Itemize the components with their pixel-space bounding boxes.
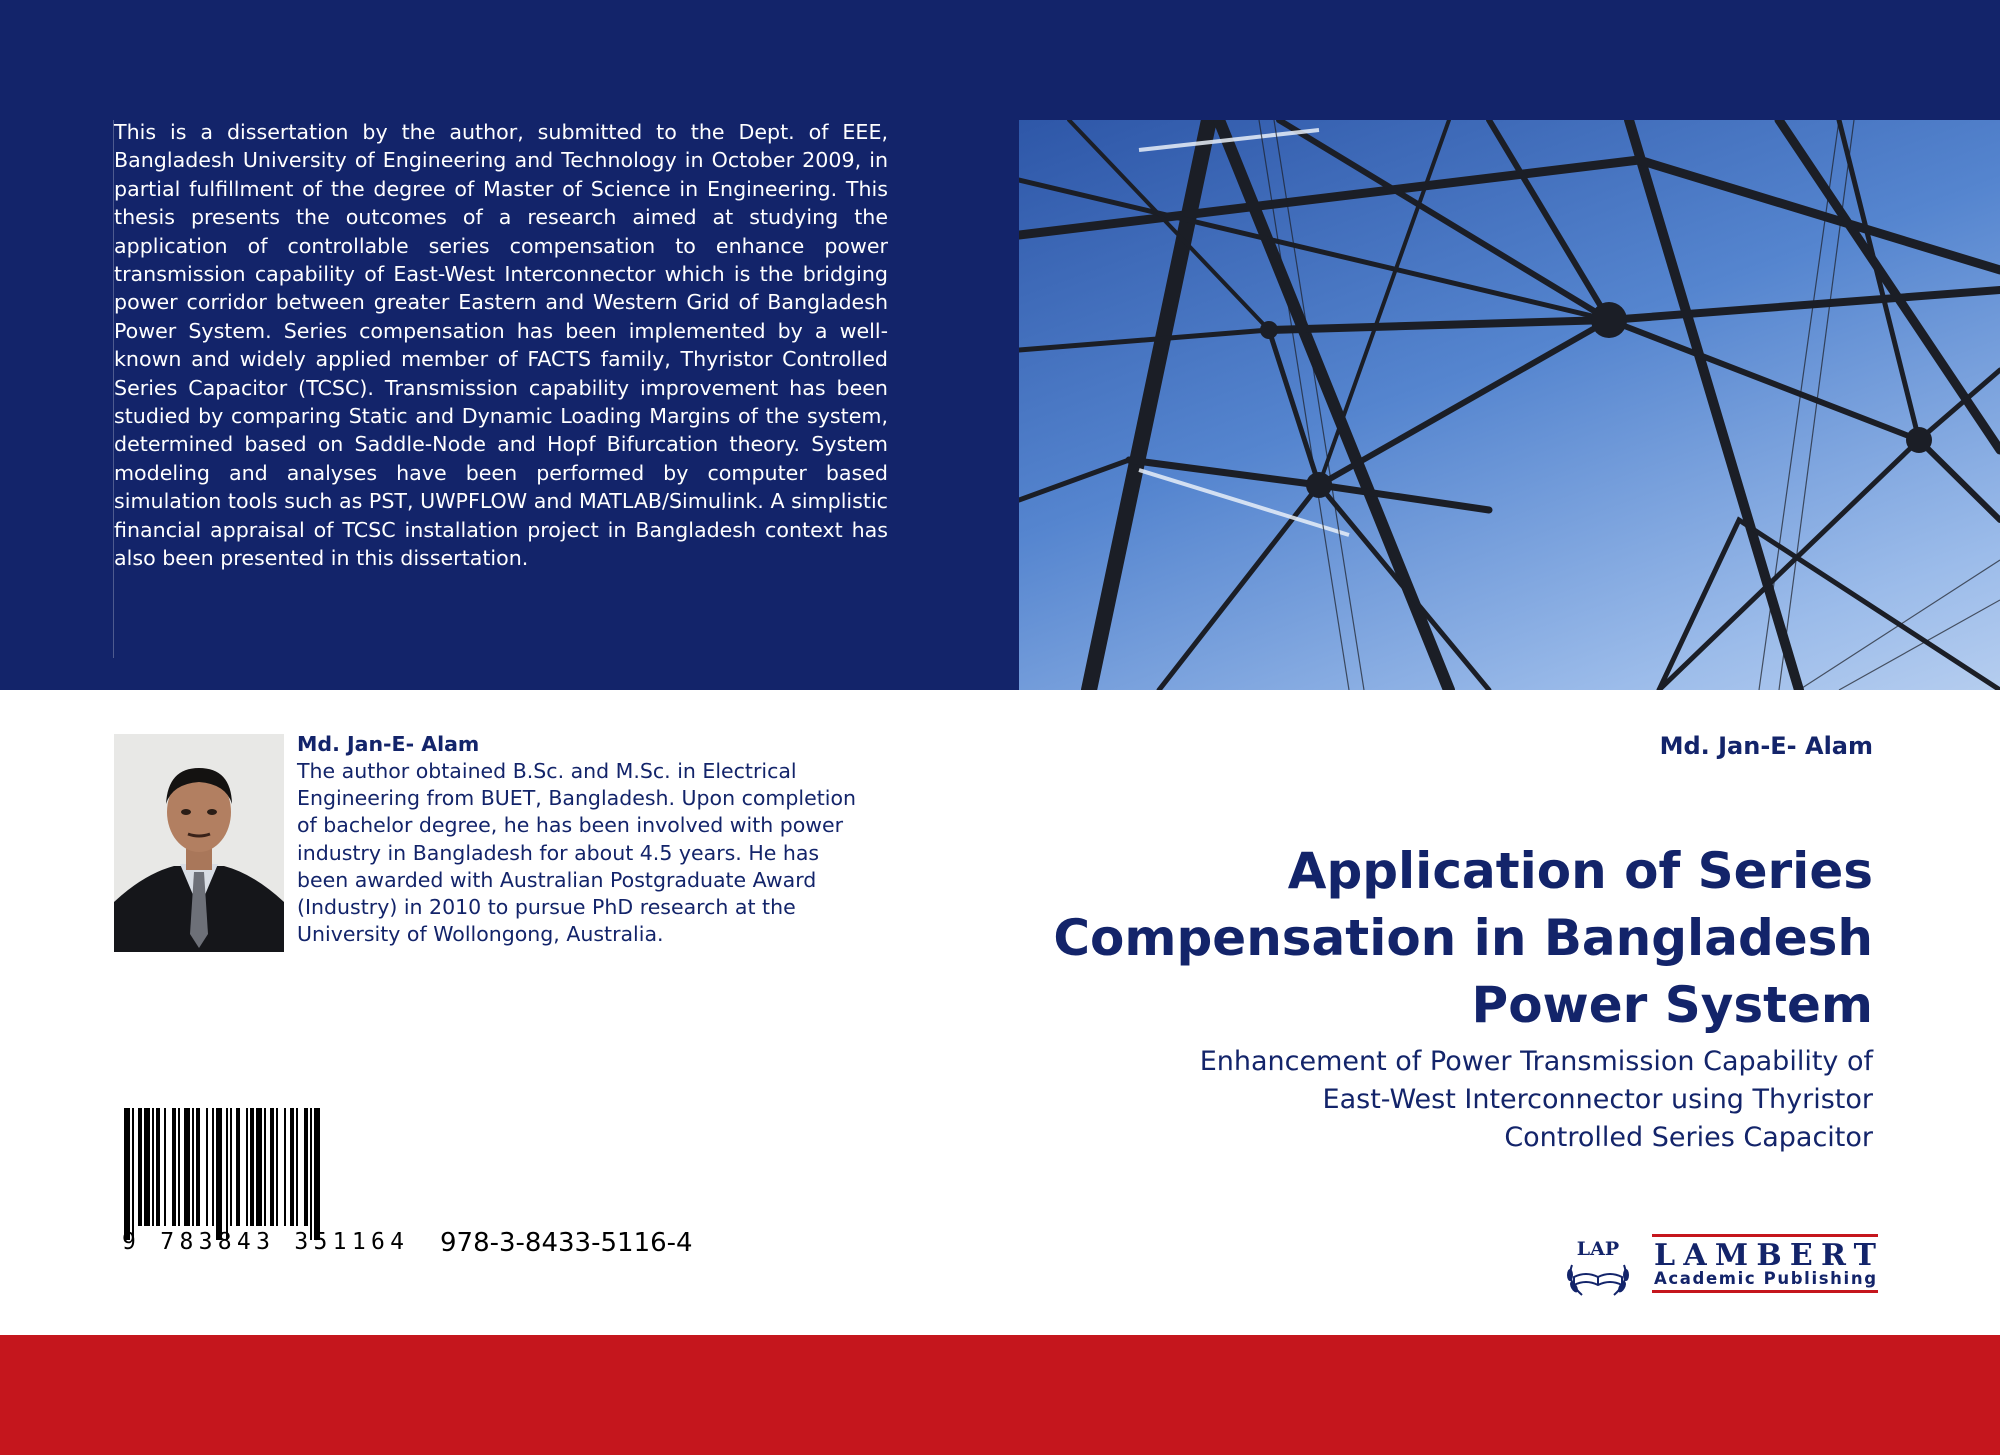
isbn-barcode (122, 1106, 412, 1286)
subtitle-line: East-West Interconnector using Thyristor (1322, 1084, 1873, 1115)
barcode-bar (270, 1108, 274, 1226)
open-book-laurel-icon (1560, 1225, 1880, 1300)
barcode-bar (156, 1108, 160, 1226)
barcode-bar (172, 1108, 176, 1226)
barcode-bar (212, 1108, 214, 1226)
barcode-bar (184, 1108, 190, 1226)
barcode-bar (310, 1108, 312, 1240)
barcode-bar (284, 1108, 286, 1226)
barcode-bar (250, 1108, 254, 1226)
publisher-name: LAMBERT (1654, 1238, 1876, 1273)
author-portrait (114, 734, 284, 952)
isbn-number: 978-3-8433-5116-4 (440, 1228, 693, 1258)
front-cover-subtitle (973, 1043, 1873, 1157)
publisher-mark: LAP (1576, 1238, 1620, 1260)
cover-photo-transmission-tower (1019, 120, 2000, 690)
author-bio-text: The author obtained B.Sc. and M.Sc. in Electrical Engineering from BUET, Bangladesh. Upon completion of bachelor degree, he has been involved with power industry in Bangladesh for about 4.5 years. He has been awarded with Australian Postgraduate Award (Industry) in 2010 to pursue PhD research at the University of Wollongong, Australia. (297, 759, 856, 947)
publisher-tagline: Academic Publishing (1654, 1269, 1876, 1288)
barcode-bar (304, 1108, 308, 1226)
title-line: Compensation in Bangladesh (1053, 909, 1873, 967)
barcode-graphic (122, 1106, 412, 1286)
barcode-bar (246, 1108, 248, 1226)
barcode-bar (138, 1108, 142, 1226)
author-bio-block (297, 730, 857, 948)
barcode-bar (296, 1108, 298, 1226)
barcode-bar (264, 1108, 266, 1226)
bottom-red-band (0, 1335, 2000, 1455)
author-bio-name: Md. Jan-E- Alam (297, 732, 480, 756)
barcode-bar (206, 1108, 208, 1226)
barcode-bar (152, 1108, 154, 1226)
front-cover-title (973, 838, 1873, 1039)
title-line: Power System (1471, 976, 1873, 1034)
barcode-bar (226, 1108, 228, 1240)
barcode-bar (144, 1108, 150, 1226)
barcode-bar (164, 1108, 166, 1226)
barcode-digits: 9 783843 351164 (122, 1229, 404, 1255)
barcode-bar (236, 1108, 240, 1226)
author-portrait-graphic (114, 734, 284, 952)
tower-lattice-graphic (1019, 120, 2000, 690)
barcode-bar (256, 1108, 262, 1226)
barcode-bar (276, 1108, 278, 1226)
back-cover-blurb: This is a dissertation by the author, submitted to the Dept. of EEE, Bangladesh University of Engineering and Technology in October 2009, in partial fulfillment of the degree of Master of Science in Engineering. This thesis presents the outcomes of a research aimed at studying the application of controllable series compensation to enhance power transmission capability of East-West Interconnector which is the bridging power corridor between greater Eastern and Western Grid of Bangladesh Power System. Series compensation has been implemented by a well-known and widely applied member of FACTS family, Thyristor Controlled Series Capacitor (TCSC). Transmission capability improvement has been studied by comparing Static and Dynamic Loading Margins of the system, determined based on Saddle-Node and Hopf Bifurcation theory. System modeling and analyses have been performed by computer based simulation tools such as PST, UWPFLOW and MATLAB/Simulink. A simplistic financial appraisal of TCSC installation project in Bangladesh context has also been presented in this dissertation. (114, 120, 888, 571)
barcode-bar (290, 1108, 294, 1226)
barcode-bar (216, 1108, 222, 1240)
barcode-bar (178, 1108, 180, 1226)
barcode-bar (192, 1108, 194, 1226)
publisher-logo (1560, 1225, 1880, 1300)
barcode-bar (124, 1108, 130, 1240)
front-cover-author: Md. Jan-E- Alam (1659, 732, 1873, 760)
subtitle-line: Enhancement of Power Transmission Capability of (1199, 1046, 1873, 1077)
barcode-bar (314, 1108, 320, 1240)
subtitle-line: Controlled Series Capacitor (1504, 1122, 1873, 1153)
barcode-bar (196, 1108, 200, 1226)
barcode-bar (230, 1108, 232, 1226)
barcode-bar (132, 1108, 134, 1240)
title-line: Application of Series (1287, 842, 1873, 900)
